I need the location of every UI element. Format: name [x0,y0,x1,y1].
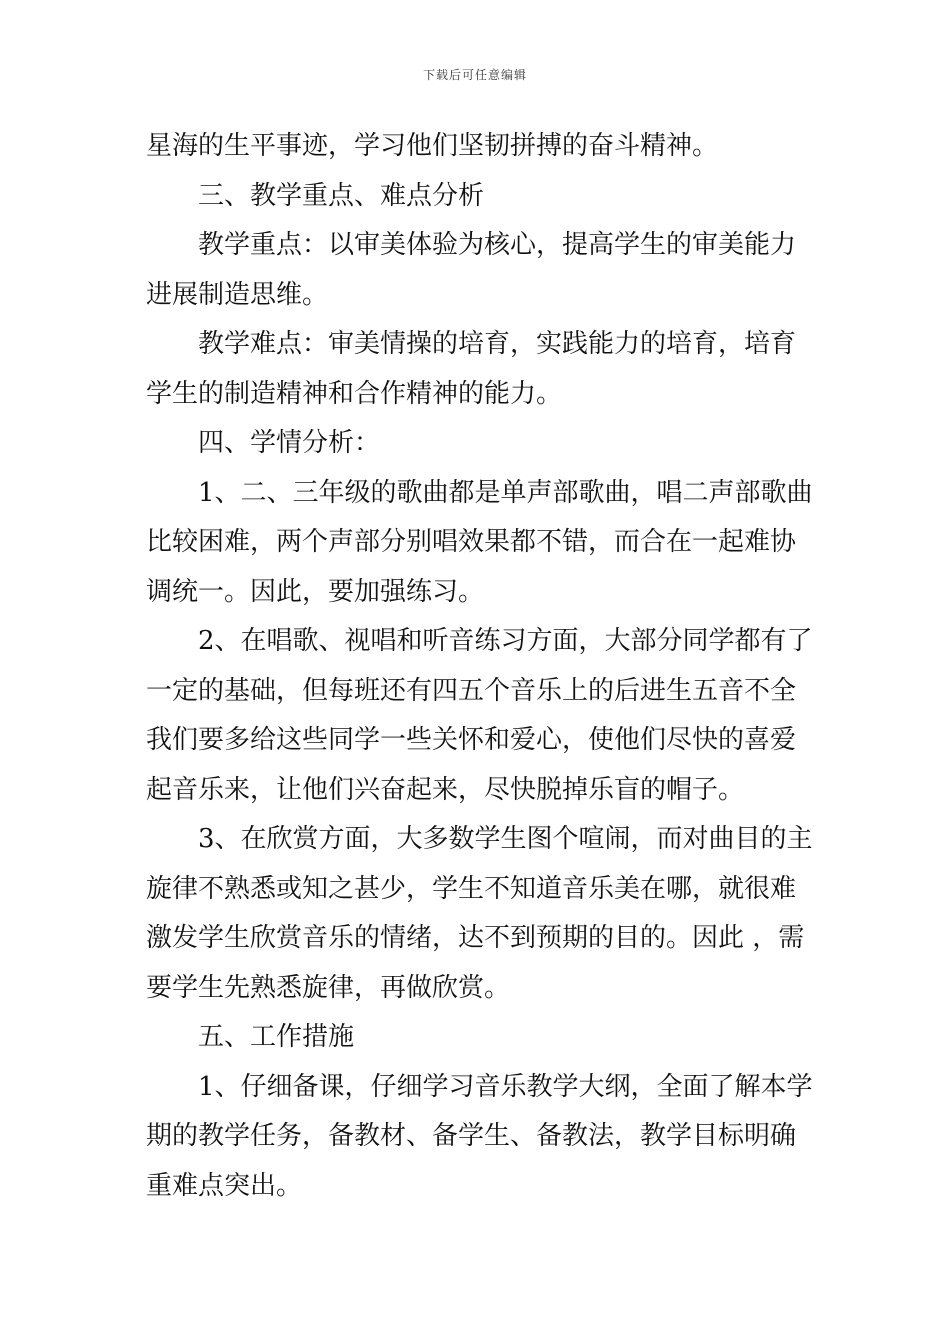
paragraph-line: 教学重点：以审美体验为核心，提高学生的审美能力 [198,230,797,260]
paragraph-line: 调统一。因此，要加强练习。 [146,576,485,607]
paragraph-line: 期的教学任务，备教材、备学生、备教法，教学目标明确 [146,1121,797,1151]
paragraph-line: 旋律不熟悉或知之甚少，学生不知道音乐美在哪，就很难 [146,873,797,904]
paragraph-line: 1、二、三年级的歌曲都是单声部歌曲，唱二声部歌曲 [198,477,813,508]
paragraph-line: 起音乐来，让他们兴奋起来，尽快脱掉乐盲的帽子。 [146,774,745,805]
paragraph-line: 1、仔细备课，仔细学习音乐教学大纲，全面了解本学 [198,1071,813,1102]
paragraph-line: 激发学生欣赏音乐的情绪，达不到预期的目的。因此 ，需 [146,923,805,953]
page-header-note: 下载后可任意编辑 [422,68,527,82]
paragraph-line: 一定的基础，但每班还有四五个音乐上的后进生五音不全 [146,675,797,706]
paragraph-line: 进展制造思维。 [146,279,329,310]
paragraph-line: 2、在唱歌、视唱和听音练习方面，大部分同学都有了 [198,626,813,656]
paragraph-line: 我们要多给这些同学一些关怀和爱心，使他们尽快的喜爱 [146,725,797,755]
document-body [146,122,813,1211]
paragraph-line: 重难点突出。 [146,1170,303,1201]
section-heading: 四、学情分析： [198,428,381,458]
paragraph-line: 要学生先熟悉旋律，再做欣赏。 [146,972,511,1003]
paragraph-line: 星海的生平事迹，学习他们坚韧拼搏的奋斗精神。 [146,131,719,161]
paragraph-line: 教学难点：审美情操的培育，实践能力的培育，培育 [198,329,797,359]
section-heading: 五、工作措施 [198,1022,355,1052]
paragraph-line: 学生的制造精神和合作精神的能力。 [146,378,563,409]
section-heading: 三、教学重点、难点分析 [198,180,485,211]
paragraph-line: 比较困难，两个声部分别唱效果都不错，而合在一起难协 [146,527,797,557]
paragraph-line: 3、在欣赏方面，大多数学生图个喧闹，而对曲目的主 [198,824,813,854]
